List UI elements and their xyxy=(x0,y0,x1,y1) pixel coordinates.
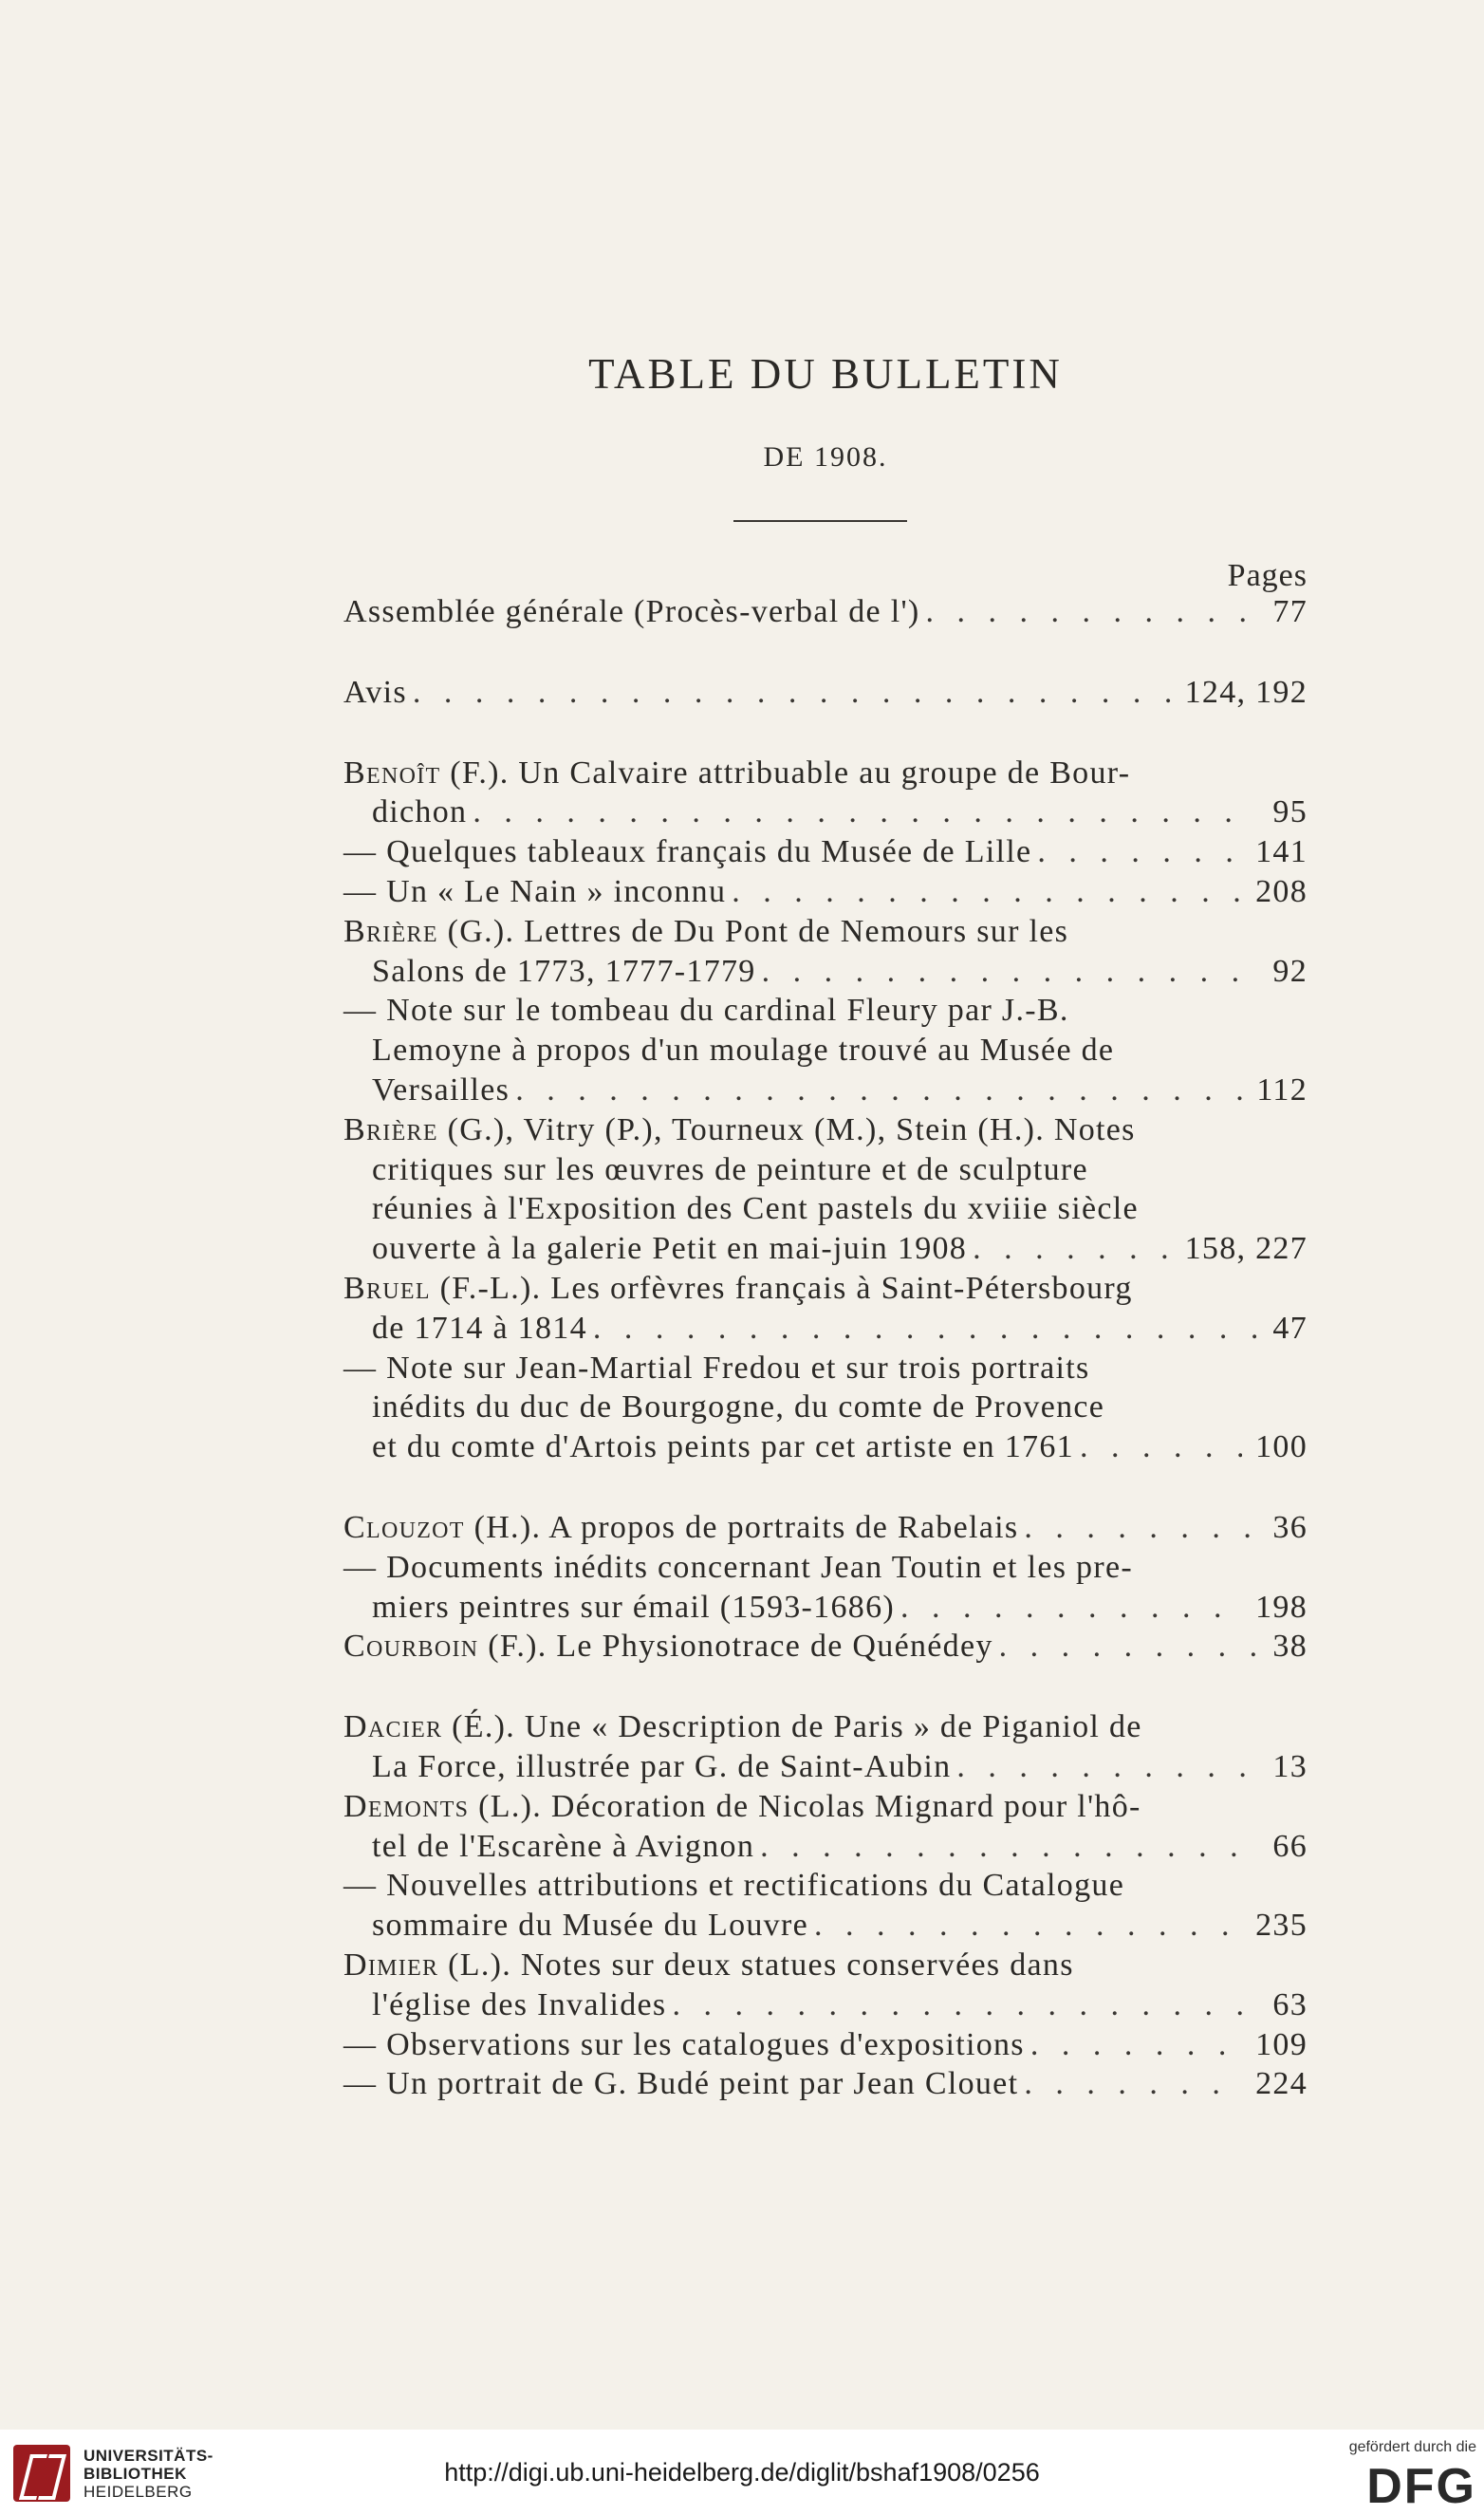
toc-entry-line xyxy=(343,1427,1308,1467)
entry-line-text: de 1714 à 1814 xyxy=(372,1310,587,1346)
toc-entry xyxy=(343,1627,1308,1667)
dot-leader xyxy=(666,1985,1256,2025)
library-name-line: UNIVERSITÄTS- xyxy=(83,2447,213,2465)
toc-entry-line xyxy=(343,592,1308,632)
entry-text xyxy=(343,592,920,632)
title-rule xyxy=(733,520,907,522)
author-name: Clouzot xyxy=(343,1509,465,1545)
dot-leader xyxy=(510,1071,1243,1110)
toc-entry-line xyxy=(343,2025,1308,2065)
entry-line-text: Versailles xyxy=(372,1071,510,1108)
entry-text xyxy=(372,1985,666,2025)
entry-line-text: Salons de 1773, 1777-1779 xyxy=(372,953,756,989)
page-number: 95 xyxy=(1272,794,1308,830)
dot-leader xyxy=(808,1906,1242,1946)
toc-entry xyxy=(343,912,1308,992)
toc-entry xyxy=(343,754,1308,833)
toc-entry-line xyxy=(343,1787,1308,1827)
entry-text xyxy=(343,1110,1136,1150)
toc-entry-line xyxy=(343,1388,1308,1427)
entry-text xyxy=(372,1309,587,1349)
toc-entry-line xyxy=(343,832,1308,872)
page-number: 235 xyxy=(1255,1908,1308,1944)
dot-leader xyxy=(895,1588,1242,1628)
entry-line-text: (G.). Lettres de Du Pont de Nemours sur les xyxy=(437,913,1069,949)
entry-line-text: (G.), Vitry (P.), Tourneux (M.), Stein (H.). Notes xyxy=(437,1111,1136,1147)
page-subtitle: DE 1908. xyxy=(763,441,888,473)
entry-line-text: — Un « Le Nain » inconnu xyxy=(343,873,727,909)
entry-line-text: Avis xyxy=(343,674,407,710)
dot-leader xyxy=(993,1627,1256,1667)
dot-leader xyxy=(1025,2025,1242,2065)
entry-text xyxy=(372,1189,1139,1229)
dot-leader xyxy=(756,952,1256,992)
entry-line-text: (L.). Décoration de Nicolas Mignard pour l'hô- xyxy=(469,1788,1141,1824)
dot-leader xyxy=(587,1309,1256,1349)
dfg-logo: DFG xyxy=(1366,2459,1476,2514)
entry-line-text: (F.-L.). Les orfèvres français à Saint-Pétersbourg xyxy=(430,1270,1133,1306)
funding-note: gefördert durch die xyxy=(1348,2439,1476,2455)
dot-leader xyxy=(467,792,1256,832)
page-number: 77 xyxy=(1272,594,1308,629)
toc-entry-line xyxy=(343,1349,1308,1388)
entry-text xyxy=(343,1787,1141,1827)
entry-line-text: La Force, illustrée par G. de Saint-Aubin xyxy=(372,1748,952,1784)
entry-text xyxy=(372,1071,510,1110)
entry-line-text: (F.). Un Calvaire attribuable au groupe de Bour- xyxy=(440,754,1131,791)
toc-entry-line xyxy=(343,1827,1308,1867)
toc-entry xyxy=(343,1508,1308,1548)
author-name: Brière xyxy=(343,1111,438,1147)
toc-entry-line xyxy=(343,1309,1308,1349)
page-number: 92 xyxy=(1272,953,1308,989)
toc-entry-line xyxy=(343,1866,1308,1906)
entry-line-text: (L.). Notes sur deux statues conservées dans xyxy=(438,1947,1074,1983)
library-name-line: BIBLIOTHEK xyxy=(83,2465,187,2483)
entry-line-text: — Quelques tableaux français du Musée de Lille xyxy=(343,834,1032,870)
entry-line-text: (H.). A propos de portraits de Rabelais xyxy=(464,1509,1019,1545)
entry-text xyxy=(343,2025,1025,2065)
toc-entry-line xyxy=(343,1588,1308,1628)
toc-entry xyxy=(343,1946,1308,2025)
entry-text xyxy=(372,792,467,832)
page-number: 36 xyxy=(1272,1509,1308,1545)
permalink-url[interactable]: http://digi.ub.uni-heidelberg.de/diglit/bshaf1908/0256 xyxy=(444,2458,1040,2487)
author-name: Dacier xyxy=(343,1709,443,1745)
toc-entry xyxy=(343,1349,1308,1467)
entry-line-text: miers peintres sur émail (1593-1686) xyxy=(372,1589,896,1625)
entry-text xyxy=(372,1588,895,1628)
entry-text xyxy=(372,1747,951,1787)
entry-text xyxy=(372,952,756,992)
entry-line-text: — Nouvelles attributions et rectifications du Catalogue xyxy=(343,1868,1125,1904)
dot-leader xyxy=(407,673,1172,713)
toc-entry xyxy=(343,872,1308,912)
entry-line-text: (É.). Une « Description de Paris » de Piganiol de xyxy=(442,1709,1142,1745)
library-name-line: HEIDELBERG xyxy=(83,2483,193,2501)
entry-line-text: — Un portrait de G. Budé peint par Jean Clouet xyxy=(343,2066,1019,2102)
toc-entry xyxy=(343,2064,1308,2104)
page-number: 224 xyxy=(1255,2066,1308,2102)
entry-text xyxy=(343,832,1031,872)
toc-entry-line xyxy=(343,1110,1308,1150)
entry-line-text: sommaire du Musée du Louvre xyxy=(372,1908,809,1944)
entry-text xyxy=(372,1388,1104,1427)
toc-entry-line xyxy=(343,1627,1308,1667)
toc-entry xyxy=(343,2025,1308,2065)
toc-entry xyxy=(343,673,1308,713)
entry-text xyxy=(343,872,726,912)
entry-text xyxy=(372,1906,808,1946)
page-number: 124, 192 xyxy=(1184,674,1308,710)
entry-line-text: — Documents inédits concernant Jean Toutin et les pre- xyxy=(343,1549,1133,1585)
entry-text xyxy=(343,1349,1090,1388)
toc-entry-line xyxy=(343,1031,1308,1071)
toc-entry xyxy=(343,592,1308,632)
page-number: 158, 227 xyxy=(1184,1231,1308,1267)
toc-entry-line xyxy=(343,1150,1308,1190)
toc-entry-line xyxy=(343,1548,1308,1588)
entry-text xyxy=(343,991,1069,1031)
entry-line-text: l'église des Invalides xyxy=(372,1986,667,2022)
page-number: 100 xyxy=(1255,1429,1308,1465)
toc-entry-line xyxy=(343,754,1308,793)
toc-entry-line xyxy=(343,912,1308,952)
page-number: 38 xyxy=(1272,1629,1308,1665)
toc-entry xyxy=(343,832,1308,872)
entry-text xyxy=(372,1150,1088,1190)
dot-leader xyxy=(951,1747,1256,1787)
page-number: 109 xyxy=(1255,2026,1308,2062)
entry-line-text: et du comte d'Artois peints par cet artiste en 1761 xyxy=(372,1429,1074,1465)
author-name: Benoît xyxy=(343,754,441,791)
entry-line-text: (F.). Le Physionotrace de Quénédey xyxy=(478,1629,993,1665)
entry-line-text: Lemoyne à propos d'un moulage trouvé au Musée de xyxy=(372,1033,1115,1069)
toc-entry xyxy=(343,1110,1308,1269)
entry-text xyxy=(343,1508,1018,1548)
entry-line-text: tel de l'Escarène à Avignon xyxy=(372,1828,755,1864)
dot-leader xyxy=(920,592,1256,632)
entry-text xyxy=(343,1548,1133,1588)
toc-entry-line xyxy=(343,1906,1308,1946)
toc-entry xyxy=(343,1548,1308,1628)
toc-entry xyxy=(343,1866,1308,1946)
page-number: 208 xyxy=(1255,873,1308,909)
entry-text xyxy=(343,1707,1142,1747)
toc-entry xyxy=(343,1707,1308,1787)
entry-text xyxy=(343,673,407,713)
entry-text xyxy=(372,1427,1074,1467)
entry-line-text: — Note sur Jean-Martial Fredou et sur trois portraits xyxy=(343,1350,1090,1386)
entry-text xyxy=(343,912,1068,952)
toc-entry-line xyxy=(343,2064,1308,2104)
dot-leader xyxy=(1018,1508,1256,1548)
entry-text xyxy=(343,1946,1074,1985)
author-name: Bruel xyxy=(343,1270,431,1306)
dot-leader xyxy=(1031,832,1242,872)
entry-line-text: — Note sur le tombeau du cardinal Fleury par J.-B. xyxy=(343,993,1069,1029)
toc-entry-line xyxy=(343,1747,1308,1787)
page-number: 13 xyxy=(1272,1748,1308,1784)
entry-text xyxy=(372,1827,754,1867)
entry-text xyxy=(343,2064,1018,2104)
page-number: 47 xyxy=(1272,1310,1308,1346)
toc-entry-line xyxy=(343,792,1308,832)
table-of-contents xyxy=(343,592,1308,2104)
page-title: TABLE DU BULLETIN xyxy=(588,350,1063,398)
entry-line-text: Assemblée générale (Procès-verbal de l') xyxy=(343,594,920,629)
page-number: 66 xyxy=(1272,1828,1308,1864)
toc-entry-line xyxy=(343,1269,1308,1309)
author-name: Demonts xyxy=(343,1788,470,1824)
toc-entry-line xyxy=(343,1189,1308,1229)
entry-line-text: — Observations sur les catalogues d'expositions xyxy=(343,2026,1025,2062)
author-name: Dimier xyxy=(343,1947,439,1983)
entry-line-text: dichon xyxy=(372,794,468,830)
page-number: 141 xyxy=(1255,834,1308,870)
entry-text xyxy=(343,1269,1133,1309)
entry-text xyxy=(343,1627,993,1667)
pages-column-label: Pages xyxy=(1227,558,1308,593)
entry-text xyxy=(343,754,1130,793)
toc-entry xyxy=(343,1787,1308,1867)
viewer-footer xyxy=(0,2430,1484,2514)
toc-entry-line xyxy=(343,1229,1308,1269)
entry-text xyxy=(343,1866,1124,1906)
author-name: Brière xyxy=(343,913,438,949)
dot-leader xyxy=(967,1229,1172,1269)
toc-entry xyxy=(343,991,1308,1109)
dot-leader xyxy=(1074,1427,1242,1467)
toc-entry-line xyxy=(343,1985,1308,2025)
page-number: 198 xyxy=(1255,1589,1308,1625)
toc-entry-line xyxy=(343,872,1308,912)
entry-line-text: réunies à l'Exposition des Cent pastels du xviiie siècle xyxy=(372,1191,1139,1227)
page-number: 112 xyxy=(1256,1071,1308,1108)
entry-line-text: ouverte à la galerie Petit en mai-juin 1908 xyxy=(372,1231,968,1267)
entry-line-text: critiques sur les œuvres de peinture et de sculpture xyxy=(372,1151,1088,1187)
dot-leader xyxy=(726,872,1242,912)
author-name: Courboin xyxy=(343,1629,479,1665)
toc-entry-line xyxy=(343,673,1308,713)
dot-leader xyxy=(754,1827,1256,1867)
entry-text xyxy=(372,1229,967,1269)
entry-text xyxy=(372,1031,1114,1071)
toc-entry-line xyxy=(343,1946,1308,1985)
entry-line-text: inédits du duc de Bourgogne, du comte de Provence xyxy=(372,1389,1105,1425)
toc-entry-line xyxy=(343,1707,1308,1747)
toc-entry-line xyxy=(343,991,1308,1031)
toc-entry-line xyxy=(343,1508,1308,1548)
toc-entry-line xyxy=(343,952,1308,992)
toc-entry xyxy=(343,1269,1308,1349)
dot-leader xyxy=(1018,2064,1242,2104)
page-number: 63 xyxy=(1272,1986,1308,2022)
toc-entry-line xyxy=(343,1071,1308,1110)
